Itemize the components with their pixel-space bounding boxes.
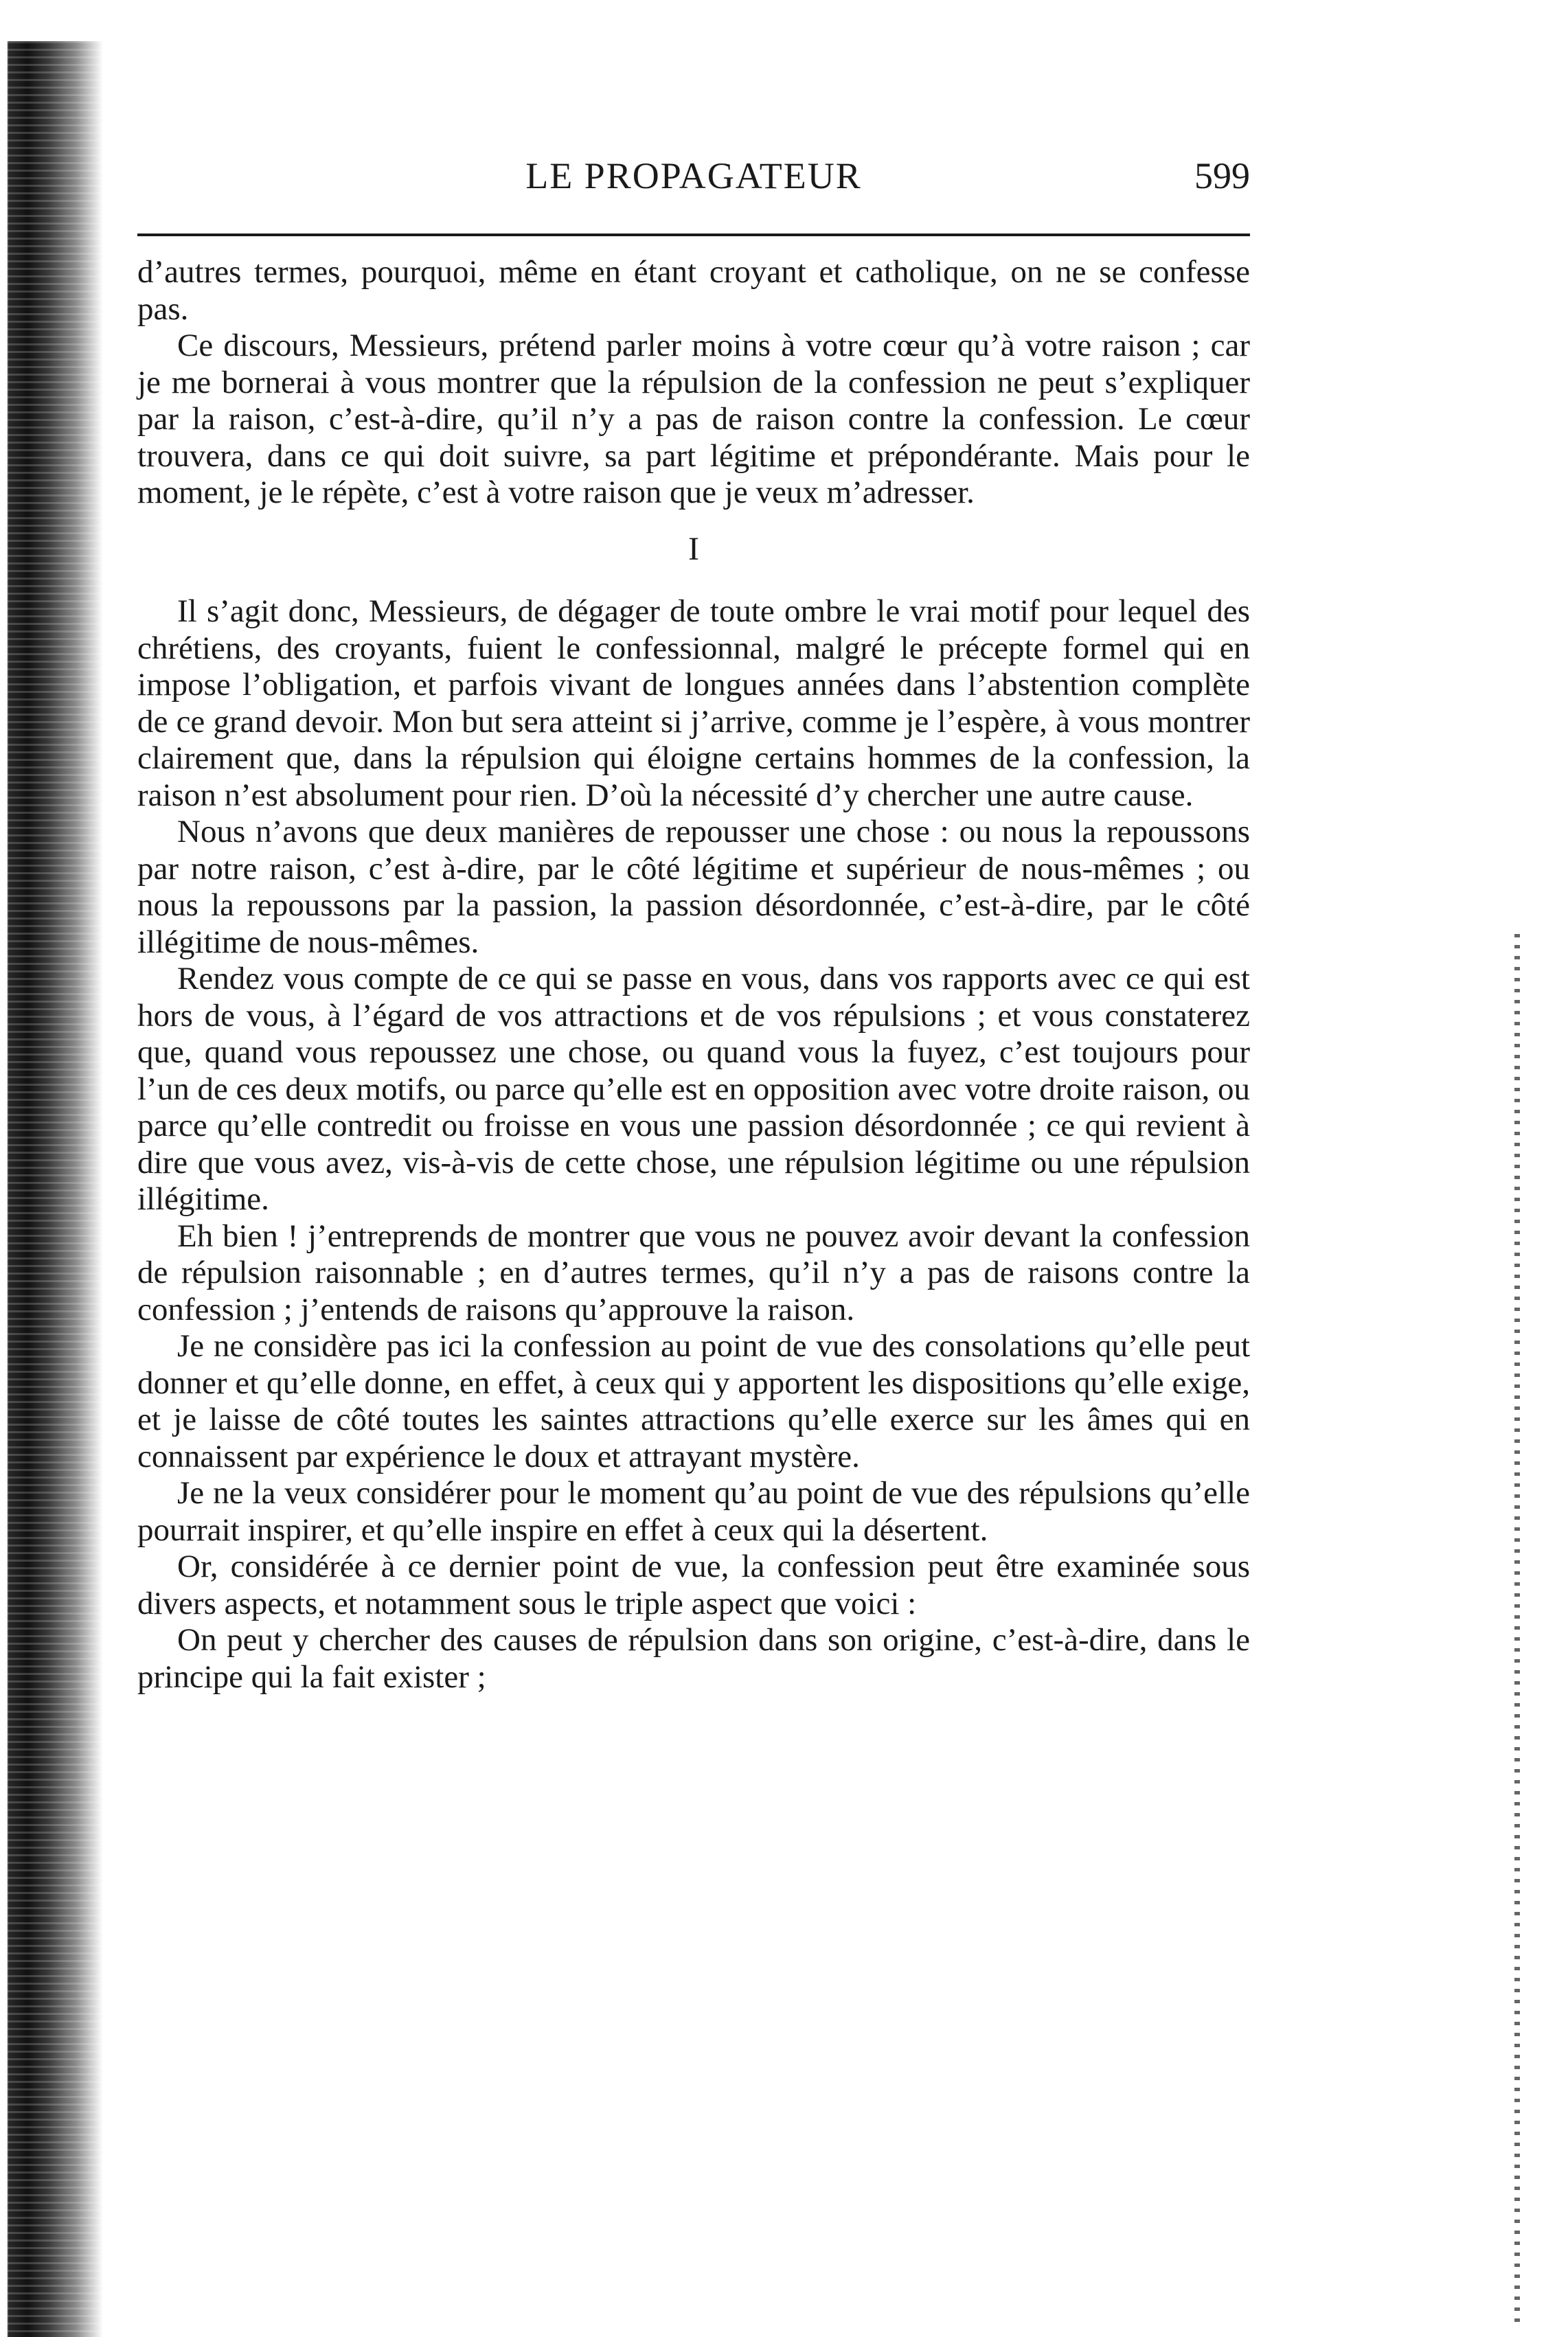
paragraph: Je ne considère pas ici la confession au point de vue des consolations qu’elle peut donner et qu’elle donne, en effet, à ceux qui y apportent les dispositions qu’elle exige, et je laisse de côté toutes les saintes attractions qu’elle exerce sur les âmes qui en connaissent par expérience le doux et attrayant mystère. [137,1328,1250,1474]
page-number: 599 [1194,155,1250,196]
paragraph: Nous n’avons que deux manières de repousser une chose : ou nous la repoussons par notre raison, c’est à-dire, par le côté légitime et supérieur de nous-mêmes ; ou nous la repoussons par la passion, la passion désordonnée, c’est-à-dire, par le côté illégitime de nous-mêmes. [137,814,1250,960]
running-title: LE PROPAGATEUR [525,155,862,196]
header-rule [137,233,1250,236]
paragraph: On peut y chercher des causes de répulsion dans son origine, c’est-à-dire, dans le principe qui la fait exister ; [137,1622,1250,1695]
paragraph-continuation: d’autres termes, pourquoi, même en étant croyant et catholique, on ne se confesse pas. [137,254,1250,327]
paragraph: Or, considérée à ce dernier point de vue, la confession peut être examinée sous divers aspects, et notamment sous le triple aspect que voici : [137,1549,1250,1621]
scan-binding-edge [0,41,103,2337]
paragraph: Je ne la veux considérer pour le moment qu’au point de vue des répulsions qu’elle pourrait inspirer, et qu’elle inspire en effet à ceux qui la désertent. [137,1475,1250,1548]
page-header [137,155,1250,216]
paragraph: Ce discours, Messieurs, prétend parler moins à votre cœur qu’à votre raison ; car je me bornerai à vous montrer que la répulsion de la confession ne peut s’expliquer par la raison, c’est-à-dire, qu’il n’y a pas de raison contre la confession. Le cœur trouvera, dans ce qui doit suivre, sa part légitime et prépondérante. Mais pour le moment, je le répète, c’est à votre raison que je veux m’adresser. [137,328,1250,510]
paragraph: Il s’agit donc, Messieurs, de dégager de toute ombre le vrai motif pour lequel des chrétiens, des croyants, fuient le confessionnal, malgré le précepte formel qui en impose l’obligation, et parfois vivant de longues années dans l’abstention complète de ce grand devoir. Mon but sera atteint si j’arrive, comme je l’espère, à vous montrer clairement que, dans la répulsion qui éloigne certains hommes de la confession, la raison n’est absolument pour rien. D’où la nécessité d’y chercher une autre cause. [137,593,1250,813]
paragraph: Eh bien ! j’entreprends de montrer que vous ne pouvez avoir devant la confession de répulsion raisonnable ; en d’autres termes, qu’il n’y a pas de raisons contre la confession ; j’entends de raisons qu’approuve la raison. [137,1218,1250,1327]
section-heading: I [688,530,699,567]
body-text [137,254,1250,1696]
paragraph: Rendez vous compte de ce qui se passe en vous, dans vos rapports avec ce qui est hors de vous, à l’égard de vos attractions et de vos répulsions ; et vous constaterez que, quand vous repoussez une chose, ou quand vous la fuyez, c’est toujours pour l’un de ces deux motifs, ou parce qu’elle est en opposition avec votre droite raison, ou parce qu’elle contredit ou froisse en vous une passion désordonnée ; ce qui revient à dire que vous avez, vis-à-vis de cette chose, une répulsion légitime ou une répulsion illégitime. [137,961,1250,1217]
scan-right-edge [1514,934,1520,2328]
